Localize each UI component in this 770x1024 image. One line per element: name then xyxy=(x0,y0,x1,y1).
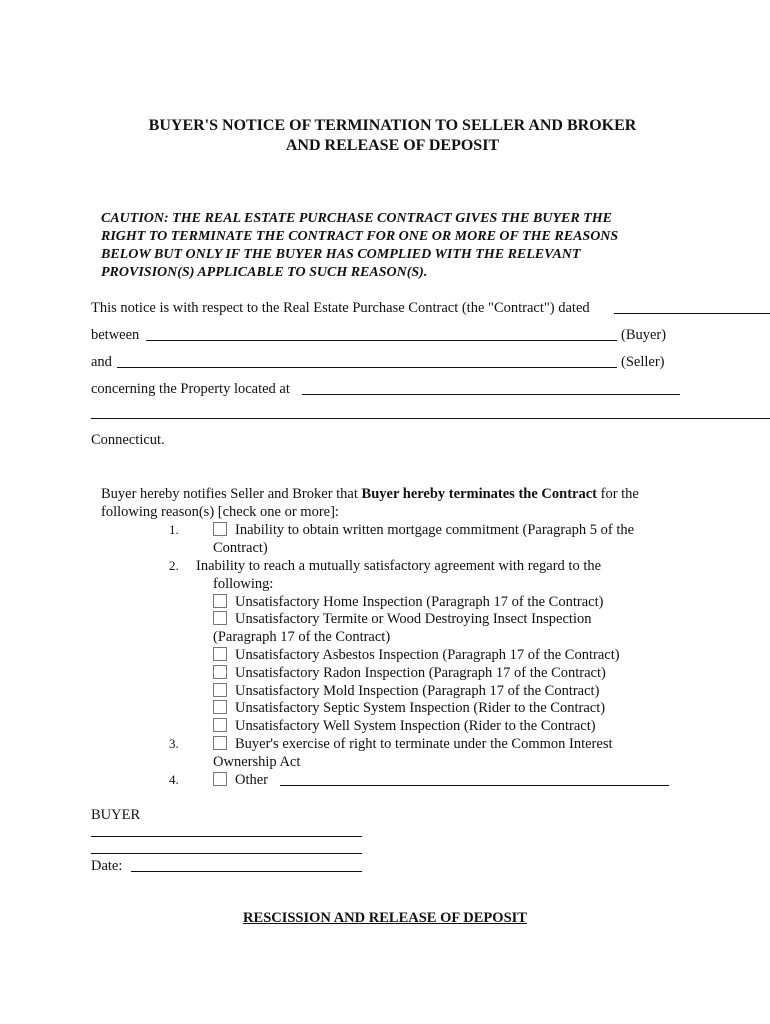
buyer-signature-line-2[interactable] xyxy=(91,853,362,854)
sub-reason-asbestos-checkbox[interactable] xyxy=(213,647,227,661)
title-line-2: AND RELEASE OF DEPOSIT xyxy=(285,137,500,154)
reason-1-checkbox[interactable] xyxy=(213,522,227,536)
caution-notice xyxy=(101,210,701,282)
property-label: concerning the Property located at xyxy=(91,381,290,397)
reason-1-text: Inability to obtain written mortgage commitment (Paragraph 5 of the xyxy=(235,522,635,538)
termination-intro xyxy=(101,485,701,521)
reason-4 xyxy=(213,771,268,789)
reason-4-checkbox[interactable] xyxy=(213,772,227,786)
reason-3-checkbox[interactable] xyxy=(213,736,227,750)
date-field[interactable] xyxy=(131,871,362,872)
date-label: Date: xyxy=(91,858,123,874)
buyer-signature-label: BUYER xyxy=(91,807,141,823)
reason-2-number: 2. xyxy=(169,558,179,573)
sub-reason-home-checkbox[interactable] xyxy=(213,594,227,608)
reason-1-number: 1. xyxy=(169,522,179,537)
reason-2-text: Inability to reach a mutually satisfactory agreement with regard to the xyxy=(196,558,602,574)
contract-dated-label: This notice is with respect to the Real Estate Purchase Contract (the "Contract") dated xyxy=(91,300,590,316)
reason-1-continued: Contract) xyxy=(213,540,268,556)
reason-2-continued: following: xyxy=(213,576,274,592)
title-line-1: BUYER'S NOTICE OF TERMINATION TO SELLER AND BROKER xyxy=(148,117,637,134)
sub-reason-mold-checkbox[interactable] xyxy=(213,683,227,697)
other-reason-field[interactable] xyxy=(280,785,669,786)
sub-reason-well-text: Unsatisfactory Well System Inspection (Rider to the Contract) xyxy=(235,718,596,734)
sub-reason-mold-text: Unsatisfactory Mold Inspection (Paragraph 17 of the Contract) xyxy=(235,683,600,699)
sub-reason-well-checkbox[interactable] xyxy=(213,718,227,732)
reason-1 xyxy=(213,521,634,539)
contract-dated-row xyxy=(91,299,590,317)
property-address-field[interactable] xyxy=(302,394,680,395)
rescission-heading: RESCISSION AND RELEASE OF DEPOSIT xyxy=(243,910,527,926)
sub-reason-radon-text: Unsatisfactory Radon Inspection (Paragraph 17 of the Contract) xyxy=(235,665,606,681)
and-label: and xyxy=(91,354,112,370)
reason-3-continued: Ownership Act xyxy=(213,754,301,770)
sub-reason-termite xyxy=(213,610,591,628)
caution-line-4: PROVISION(S) APPLICABLE TO SUCH REASON(S). xyxy=(101,265,428,280)
intro-line-2: following reason(s) [check one or more]: xyxy=(101,504,339,520)
sub-reason-asbestos-text: Unsatisfactory Asbestos Inspection (Paragraph 17 of the Contract) xyxy=(235,647,620,663)
sub-reason-well xyxy=(213,717,596,735)
sub-reason-termite-text: Unsatisfactory Termite or Wood Destroying Insect Inspection xyxy=(235,611,592,627)
buyer-name-field[interactable] xyxy=(146,340,617,341)
intro-text-1: Buyer hereby notifies Seller and Broker that xyxy=(101,486,362,502)
state-label: Connecticut. xyxy=(91,432,165,448)
intro-bold-text: Buyer hereby terminates the Contract xyxy=(361,486,597,502)
caution-line-1: CAUTION: THE REAL ESTATE PURCHASE CONTRACT GIVES THE BUYER THE xyxy=(101,211,612,226)
property-address-field-2[interactable] xyxy=(91,418,770,419)
intro-text-2: for the xyxy=(596,486,639,502)
sub-reason-septic xyxy=(213,699,605,717)
sub-reason-home xyxy=(213,593,603,611)
reason-4-text: Other xyxy=(235,772,269,788)
seller-suffix: (Seller) xyxy=(621,354,665,370)
between-label: between xyxy=(91,327,140,343)
caution-line-3: BELOW BUT ONLY IF THE BUYER HAS COMPLIED WITH THE RELEVANT xyxy=(101,247,581,262)
buyer-signature-line-1[interactable] xyxy=(91,836,362,837)
document-title xyxy=(100,116,685,156)
seller-name-field[interactable] xyxy=(117,367,617,368)
reason-4-number: 4. xyxy=(169,772,179,787)
buyer-suffix: (Buyer) xyxy=(621,327,667,343)
sub-reason-home-text: Unsatisfactory Home Inspection (Paragraph 17 of the Contract) xyxy=(235,594,604,610)
sub-reason-radon-checkbox[interactable] xyxy=(213,665,227,679)
sub-reason-termite-continued: (Paragraph 17 of the Contract) xyxy=(213,629,391,645)
contract-date-field[interactable] xyxy=(614,313,770,314)
sub-reason-mold xyxy=(213,682,599,700)
reason-3 xyxy=(213,735,613,753)
caution-line-2: RIGHT TO TERMINATE THE CONTRACT FOR ONE OR MORE OF THE REASONS xyxy=(101,229,619,244)
sub-reason-radon xyxy=(213,664,606,682)
sub-reason-septic-checkbox[interactable] xyxy=(213,700,227,714)
sub-reason-asbestos xyxy=(213,646,620,664)
sub-reason-septic-text: Unsatisfactory Septic System Inspection (Rider to the Contract) xyxy=(235,700,606,716)
reason-3-number: 3. xyxy=(169,736,179,751)
sub-reason-termite-checkbox[interactable] xyxy=(213,611,227,625)
reason-3-text: Buyer's exercise of right to terminate under the Common Interest xyxy=(235,736,613,752)
